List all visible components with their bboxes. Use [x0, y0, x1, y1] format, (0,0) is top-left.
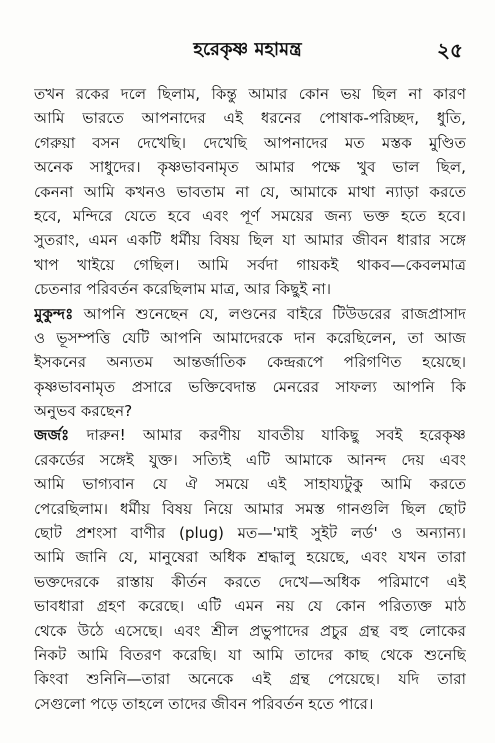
text-line: আমি ভাগ্যবান যে ঐ সময়ে এই সাহায্যটুকু আমি করতে — [34, 475, 466, 494]
text-line: কেননা আমি কখনও ভাবতাম না যে, আমাকে মাথা ন্যাড়া করতে — [34, 182, 466, 201]
text-run: দারুন! আমার করণীয় যাবতীয় যাকিছু সবই হরেকৃষ্ণ — [86, 426, 466, 445]
text-line: গেরুয়া বসন দেখেছি। দেখেছি আপনাদের মত মস্তক মুণ্ডিত — [34, 133, 466, 152]
text-line: তখন রকের দলে ছিলাম, কিন্তু আমার কোন ভয় ছিল না কারণ — [34, 85, 466, 103]
speaker-label: মুকুন্দঃ — [34, 304, 74, 323]
text-line: নিকট আমি বিতরণ করেছি। যা আমি তাদের কাছ থেকে শুনেছি — [34, 645, 466, 664]
page-header — [30, 36, 465, 64]
text-line: ভক্তদেরকে রাস্তায় কীর্তন করতে দেখে—অধিক পরিমাণে এই — [34, 572, 466, 591]
running-title: হরেকৃষ্ণ মহামন্ত্র — [193, 39, 302, 60]
text-line: ভাবধারা গ্রহণ করেছে। এটি এমন নয় যে কোন পরিত্যক্ত মাঠ — [34, 597, 466, 616]
text-line: ছোট প্রশংসা বাণীর (plug) মত—'মাই সুইট লর্ড' ও অন্যান্য। — [34, 524, 466, 543]
page-number: ২৫ — [437, 38, 463, 62]
text-line: আমি ভারতে আপনাদের এই ধরনের পোষাক-পরিচ্ছদ, ধুতি, — [34, 109, 466, 128]
text-line: অনুভব করছেন? — [34, 402, 133, 421]
text-line — [34, 423, 466, 447]
text-line: সেগুলো পড়ে তাহলে তাদের জীবন পরিবর্তন হতে পারে। — [34, 694, 374, 713]
text-line: হবে, মন্দিরে যেতে হবে এবং পূর্ণ সময়ের জন্য ভক্ত হতে হবে। — [34, 206, 466, 225]
text-line: পেরেছিলাম। ধর্মীয় বিষয় নিয়ে আমার সমস্ত গানগুলি ছিল ছোট — [34, 499, 466, 518]
paragraph-mukunda — [34, 302, 466, 424]
body-text — [34, 82, 466, 716]
text-line: ইসকনের অন্যতম আন্তর্জাতিক কেন্দ্ররূপে পরিগণিত হয়েছে। — [34, 353, 466, 372]
text-line: কিংবা শুনিনি—তারা অনেকে এই গ্রন্থ পেয়েছে। যদি তারা — [34, 670, 466, 689]
text-line: চেতনার পরিবর্তন করেছিলাম মাত্র, আর কিছুই না। — [34, 280, 332, 299]
text-line: খাপ খাইয়ে গেছিল। আমি সর্বদা গায়কই থাকব—কেবলমাত্র — [34, 255, 466, 274]
text-line: থেকে উঠে এসেছে। এবং শ্রীল প্রভুপাদের প্রচুর গ্রন্থ বহু লোকের — [34, 621, 466, 640]
text-line: রেকর্ডের সঙ্গেই যুক্ত। সত্যিই এটি আমাকে আনন্দ দেয় এবং — [34, 450, 466, 469]
text-line: ও ভূসম্পত্তি যেটি আপনি আমাদেরকে দান করেছিলেন, তা আজ — [34, 328, 466, 347]
text-line — [34, 302, 466, 326]
text-line: অনেক সাধুদের। কৃষ্ণভাবনামৃত আমার পক্ষে খুব ভাল ছিল, — [34, 158, 466, 177]
text-line: সুতরাং, এমন একটি ধর্মীয় বিষয় ছিল যা আমার জীবন ধারার সঙ্গে — [34, 231, 466, 250]
text-run: আপনি শুনেছেন যে, লণ্ডনের বাইরে টিউডরের রাজপ্রাসাদ — [83, 304, 466, 323]
text-line: আমি জানি যে, মানুষেরা অধিক শ্রদ্ধালু হয়েছে, এবং যখন তারা — [34, 548, 466, 567]
paragraph-george — [34, 423, 466, 716]
speaker-label: জর্জঃ — [34, 426, 70, 445]
text-line: কৃষ্ণভাবনামৃত প্রসারে ভক্তিবেদান্ত মেনরের সাফল্য আপনি কি — [34, 377, 466, 396]
paragraph — [34, 82, 466, 302]
